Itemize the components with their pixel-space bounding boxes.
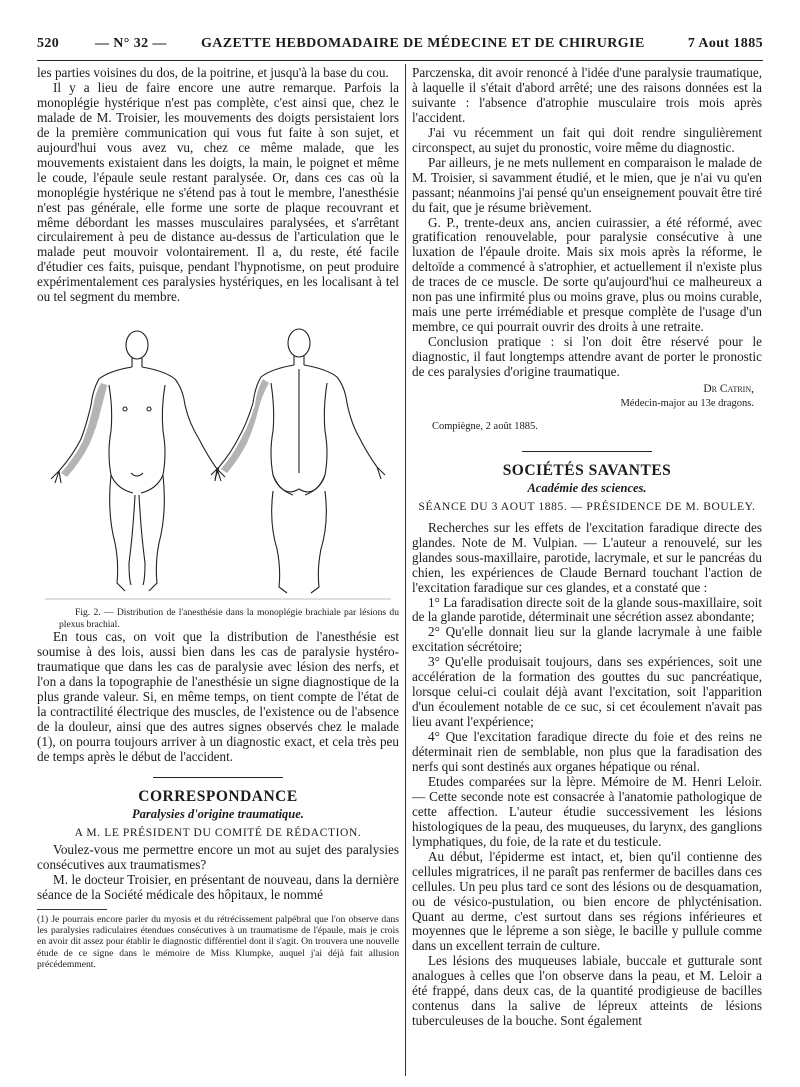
paragraph: Au début, l'épiderme est intact, et, bien qu'il contienne des cellules migratrices, il ne paraît pas renfermer de bacilles dans ces cellules. Un peu plus tard ce sont des lésions ou de desquamation, ou de vésico-pustulation, ou bien encore de phlycténisation. Quant au derme, c'est surtout dans ses régions inférieures et moyennes que le lépreme a son siège, le bacille y pullule comme dans un excellent terrain de culture. bbox=[412, 848, 762, 954]
seance-heading: SÉANCE DU 3 AOUT 1885. — PRÉSIDENCE DE M. BOULEY. bbox=[418, 500, 756, 513]
paragraph: Recherches sur les effets de l'excitation faradique directe des glandes. Note de M. Vulpian. — L'auteur a renouvelé, sur les glandes sous-maxillaire, parotide, lacrymale, et sur le pancréas du chien, les expériences de Claude Bernard touchant l'action de l'excitation faradique sur ces glandes, et a constaté que : bbox=[412, 519, 762, 595]
issue-date: 7 Aout 1885 bbox=[687, 36, 763, 51]
signature-title: Médecin-major au 13e dragons. bbox=[620, 397, 754, 409]
header-rule bbox=[37, 60, 763, 61]
section-rule bbox=[153, 777, 283, 778]
column-divider bbox=[405, 64, 406, 1076]
academie-subtitle: Académie des sciences. bbox=[527, 480, 647, 495]
paragraph: 3° Qu'elle produisait toujours, dans ses expériences, soit une accélération de la formation des gouttes du suc pancréatique, lorsque celui-ci coulait déjà avant l'excitation, soit l'apparition d'un écoulement notable de ce suc, si cet écoulement n'avait pas lieu avant l'expérience; bbox=[412, 654, 762, 730]
paragraph: G. P., trente-deux ans, ancien cuirassier, a été réformé, avec gratification renouvelable, pour paralysie consécutive à une luxation de l'épaule droite. Mais six mois après la réforme, le deltoïde a commencé à s'atrophier, et actuellement il n'existe plus de traces de ce muscle. De sorte qu'aujourd'hui ce malheureux a non pas une infirmité plus ou moins grave, plus ou moins curable, mais une perte irrémédiable et presque complète de l'usage d'un membre, ce qui pourrait ouvrir des droits à une retraite. bbox=[412, 214, 762, 335]
page-number: 520 bbox=[37, 36, 60, 51]
left-column bbox=[37, 66, 399, 971]
figure-anesthesia bbox=[37, 313, 399, 603]
paragraph: Il y a lieu de faire encore une autre remarque. Parfois la monoplégie hystérique n'est pas complète, c'est ainsi que, chez le malade de M. Troisier, les mouvements des doigts persistaient lors de la première communication qui vous fut faite à son sujet, et aujourd'hui vous avez vu, chez ce même malade, que les mouvements existaient dans les doigts, la main, le poignet et même le coude, l'épaule seule restant paralysée. Or, dans ces cas où la monoplégie hystérique ne s'étend pas à tout le membre, l'anesthésie n'est pas générale, elle forme une sorte de plaque recouvrant et même débordant les masses musculaires paralysées, et s'arrêtant circulairement à peu de distance au-dessus de l'articulation que le malade peut mouvoir volontairement. Il a, du reste, été facile d'étudier ces faits, puisque, pendant l'hypnotisme, on peut produire expérimentalement ces paralysies hystériques, en les localisant à tel ou tel segment du membre. bbox=[37, 79, 399, 305]
figure-caption: Fig. 2. — Distribution de l'anesthésie dans la monoplégie brachiale par lésions du plexus brachial. bbox=[59, 607, 399, 630]
footnote: (1) Je pourrais encore parler du myosis et du rétrécissement palpébral que l'on observe dans les paralysies radiculaires étendues consécutives à un traumatisme de l'épaule, mais je crois en avoir dit assez pour établir le diagnostic différentiel dont il s'agit. On trouvera une nouvelle étude de ce signe dans le mémoire de Miss Klumpke, auquel j'ai déjà fait allusion précédemment. bbox=[37, 913, 399, 971]
paragraph: Etudes comparées sur la lèpre. Mémoire de M. Henri Leloir. — Cette seconde note est consacrée à l'anatomie pathologique de cette affection. L'auteur étudie successivement les lésions histologiques de la peau, des muqueuses, du larynx, des ganglions lymphatiques, du foie, de la rate et du testicule. bbox=[412, 773, 762, 849]
paragraph: Parczenska, dit avoir renoncé à l'idée d'une paralysie traumatique, à laquelle il s'était d'abord arrêté; une des raisons données est la suivante : l'absence d'atrophie musculaire trois mois après l'accident. bbox=[412, 65, 762, 125]
paragraph: 2° Qu'elle donnait lieu sur la glande lacrymale à une faible excitation sécrétoire; bbox=[412, 624, 762, 655]
paragraph: Conclusion pratique : si l'on doit être réservé pour le diagnostic, il faut longtemps attendre avant de porter le pronostic de ces paralysies d'origine traumatique. bbox=[412, 334, 762, 380]
paragraph: M. le docteur Troisier, en présentant de nouveau, dans la dernière séance de la Société médicale des hôpitaux, le nommé bbox=[37, 871, 399, 902]
correspondance-title: CORRESPONDANCE bbox=[138, 787, 298, 805]
right-column bbox=[412, 66, 762, 1029]
paragraph: les parties voisines du dos, de la poitrine, et jusqu'à la base du cou. bbox=[37, 65, 389, 80]
section-rule bbox=[522, 451, 652, 452]
correspondance-subtitle: Paralysies d'origine traumatique. bbox=[132, 806, 304, 821]
paragraph: 4° Que l'excitation faradique directe du foie et des reins ne déterminait rien de semblable, non plus que la faradisation des nerfs qui sont destinés aux organes hépatique ou rénal. bbox=[412, 729, 762, 774]
issue-number: — N° 32 — bbox=[95, 36, 167, 51]
correspondance-address: A M. LE PRÉSIDENT DU COMITÉ DE RÉDACTION. bbox=[74, 826, 362, 839]
paragraph: J'ai vu récemment un fait qui doit rendre singulièrement circonspect, au sujet du pronostic, voire même du diagnostic. bbox=[412, 124, 762, 155]
paragraph: Voulez-vous me permettre encore un mot au sujet des paralysies consécutives aux traumatismes? bbox=[37, 841, 399, 872]
societes-title: SOCIÉTÉS SAVANTES bbox=[502, 461, 672, 479]
journal-title: GAZETTE HEBDOMADAIRE DE MÉDECINE ET DE CHIRURGIE bbox=[201, 36, 645, 51]
paragraph: Par ailleurs, je ne mets nullement en comparaison le malade de M. Troisier, si savamment étudié, et le mien, que je n'ai vu qu'en passant; néanmoins j'ai pensé qu'un enseignement pouvait être tiré du fait, que je résume brièvement. bbox=[412, 154, 762, 215]
paragraph: 1° La faradisation directe soit de la glande sous-maxillaire, soit de la glande parotide, déterminait une sécrétion assez abondante; bbox=[412, 594, 762, 625]
paragraph: Les lésions des muqueuses labiale, buccale et gutturale sont analogues à celles que l'on observe dans la peau, et M. Leloir a été frappé, dans deux cas, de la quantité prodigieuse de bacilles contenus dans la salive de lépreux atteints de lésions tuberculeuses de la bouche. Sont également bbox=[412, 953, 762, 1029]
place-date: Compiègne, 2 août 1885. bbox=[432, 420, 538, 432]
paragraph: En tous cas, on voit que la distribution de l'anesthésie est soumise à des lois, aussi bien dans les cas de paralysie hystéro-traumatique que dans les cas de paralysie avec lésion des nerfs, et l'on a dans la topographie de l'anesthésie un signe diagnostique de la plus grande valeur. Si, en même temps, on tient compte de l'état de la contractilité électrique des muscles, de l'existence ou de l'absence de la douleur, ainsi que des autres signes observés chez le malade (1), on pourra toujours arriver à un diagnostic exact, et cela très peu de temps après le début de l'accident. bbox=[37, 629, 399, 764]
anatomical-figure-illustration bbox=[37, 313, 399, 603]
page-header bbox=[37, 36, 763, 58]
signature: Dr Catrin, bbox=[703, 383, 754, 396]
footnote-rule bbox=[37, 909, 107, 910]
